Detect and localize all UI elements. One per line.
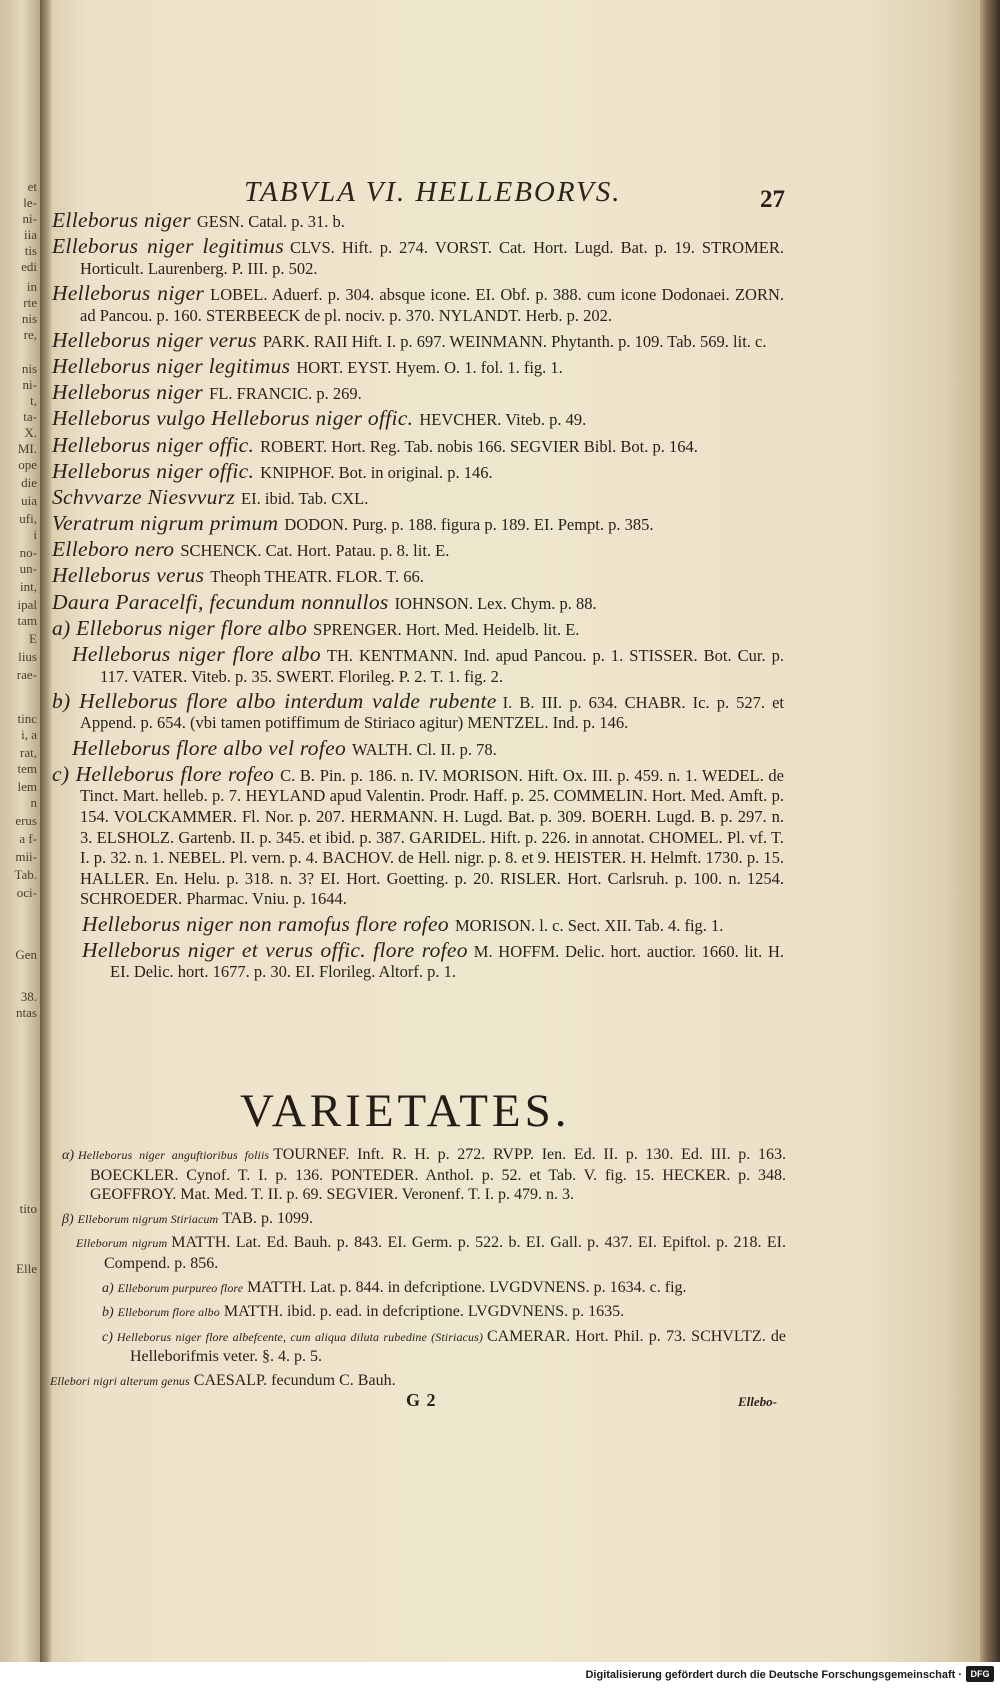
left-margin-fragment: tito xyxy=(19,1202,37,1216)
synonym-entry xyxy=(52,408,784,431)
left-margin-fragment: le- xyxy=(23,196,37,210)
catchword: Ellebo- xyxy=(738,1394,777,1409)
left-margin-fragment: tem xyxy=(17,762,37,776)
reference-text: MATTH. Lat. p. 844. in defcriptione. LVGDVNENS. p. 1634. c. fig. xyxy=(247,1278,687,1296)
plant-name: b) Helleborus flore albo interdum valde rubente xyxy=(52,688,497,713)
variety-marker: c) xyxy=(102,1329,113,1345)
plant-name: Elleborus niger legitimus xyxy=(52,234,285,259)
synonym-entry xyxy=(52,565,784,588)
synonym-entry xyxy=(82,911,784,937)
left-margin-fragment: i, a xyxy=(21,728,37,742)
left-margin-fragment: nis xyxy=(21,362,37,376)
plant-name: Helleborus niger flore albo xyxy=(72,642,321,666)
plant-name: a) Elleborus niger flore albo xyxy=(52,615,308,640)
reference-text: C. B. Pin. p. 186. n. IV. MORISON. Hift. Ox. III. p. 459. n. 1. WEDEL. de Tinct. Mart. helleb. p. 7. HEYLAND apud Valentin. Prodr. Haff. p. 25. COMMELIN. Hort. Med. Amft. p. 154. VOLCKAMMER. Fl. Nor. p. 207. HERMANN. H. Lugd. Bat. p. 309. BOERH. Lugd. B. p. 297. n. 3. ELSHOLZ. Gartenb. II. p. 345. et ibid. p. 387. GARIDEL. Hift. p. 226. in annotat. CHOMEL. Pl. vf. T. I. p. 32. n. 1. NEBEL. Pl. vern. p. 4. BACHOV. de Hell. nigr. p. 8. et 9. HEISTER. H. Helmft. 1730. p. 15. HALLER. En. Helu. p. 318. n. 3? EI. Hort. Goetting. p. 20. RISLER. Hort. Carlsruh. p. 100. n. 1254. SCHROEDER. Pharmac. Vniu. p. 1644. xyxy=(80,765,784,909)
variety-marker: a) xyxy=(102,1280,114,1296)
plant-name: Daura Paracelfi, fecundum nonnullos xyxy=(52,589,389,614)
left-margin-fragment: uia xyxy=(21,494,37,508)
reference-text: TAB. p. 1099. xyxy=(222,1209,313,1227)
varietates-list xyxy=(50,1145,786,1396)
left-margin-fragment: tis xyxy=(24,244,37,258)
reference-text: HORT. EYST. Hyem. O. 1. fol. 1. fig. 1. xyxy=(296,357,563,377)
reference-text: MATTH. ibid. p. ead. in defcriptione. LVGDVNENS. p. 1635. xyxy=(223,1303,625,1321)
left-margin-fragment: iia xyxy=(24,228,37,242)
variety-marker: b) xyxy=(102,1305,114,1321)
plant-name: Elleborus niger xyxy=(52,208,191,232)
page-number: 27 xyxy=(760,186,785,213)
reference-text: CAMERAR. Hort. Phil. p. 73. SCHVLTZ. de Helleborifmis veter. §. 4. p. 5. xyxy=(130,1327,786,1366)
reference-text: TOURNEF. Inft. R. H. p. 272. RVPP. Ien. Ed. II. p. 130. Ed. III. p. 163. BOECKLER. Cynof. T. I. p. 136. PONTEDER. Anthol. p. 52. et Tab. V. fig. 15. HECKER. p. 348. GEOFFROY. Mat. Med. T. II. p. 69. SEGVIER. Veronenf. T. I. p. 479. n. 3. xyxy=(90,1146,787,1204)
left-margin-fragment: X. xyxy=(24,426,37,440)
reference-text: HEVCHER. Viteb. p. 49. xyxy=(419,410,587,430)
synonym-entry xyxy=(52,761,784,910)
left-margin-fragment: Elle xyxy=(16,1262,37,1276)
reference-text: TH. KENTMANN. Ind. apud Pancou. p. 1. STISSER. Bot. Cur. p. 117. VATER. Viteb. p. 35. SWERT. Florileg. P. 2. T. 1. fig. 2. xyxy=(100,646,784,686)
reference-text: IOHNSON. Lex. Chym. p. 88. xyxy=(394,593,597,613)
left-margin-fragment: tinc xyxy=(17,712,37,726)
variety-name: Elleborum flore albo xyxy=(117,1305,220,1320)
left-margin-fragment: n xyxy=(30,796,37,810)
left-margin-fragment: ni- xyxy=(22,378,37,392)
plant-name: Helleborus niger offic. xyxy=(52,432,255,457)
left-margin-fragment: rae- xyxy=(16,668,37,682)
plant-name: Veratrum nigrum primum xyxy=(52,511,279,536)
left-margin-fragment: ope xyxy=(18,458,37,472)
plant-name: Elleboro nero xyxy=(52,537,175,562)
variety-entry xyxy=(50,1145,786,1205)
book-gutter xyxy=(40,0,52,1662)
left-margin-fragment: ufi, xyxy=(19,512,37,526)
left-margin-fragment: rte xyxy=(23,296,37,310)
left-margin-fragment: ntas xyxy=(16,1006,37,1020)
plant-name: Helleborus niger xyxy=(52,280,205,305)
plant-name: Helleborus niger legitimus xyxy=(52,353,291,378)
reference-text: LOBEL. Aduerf. p. 304. absque icone. EI. Obf. p. 388. cum icone Dodonaei. ZORN. ad Pancou. p. 160. STERBEECK de pl. nociv. p. 370. NYLANDT. Herb. p. 202. xyxy=(80,284,784,325)
plant-name: Helleborus flore albo vel rofeo xyxy=(72,735,347,760)
synonym-entry xyxy=(52,236,784,279)
reference-text: CLVS. Hift. p. 274. VORST. Cat. Hort. Lugd. Bat. p. 19. STROMER. Horticult. Laurenberg. P. III. p. 502. xyxy=(80,238,784,278)
left-margin-fragment: rat, xyxy=(20,746,37,760)
left-margin-fragment: i xyxy=(33,528,37,542)
reference-text: WALTH. Cl. II. p. 78. xyxy=(352,739,497,759)
reference-text: SPRENGER. Hort. Med. Heidelb. lit. E. xyxy=(313,619,580,639)
variety-entry xyxy=(64,1233,786,1273)
plant-name: Helleborus niger offic. xyxy=(52,458,255,483)
synonym-entry xyxy=(52,327,784,353)
page-header: TABVLA VI. HELLEBORVS. xyxy=(244,176,622,208)
plant-name: Helleborus verus xyxy=(52,563,205,588)
variety-name: Elleborum purpureo flore xyxy=(117,1280,244,1295)
variety-entry xyxy=(90,1302,786,1323)
left-margin-fragment: lius xyxy=(18,650,37,664)
synonym-entry xyxy=(52,615,784,641)
footer-bar xyxy=(0,1662,1000,1688)
left-margin-fragment: nis xyxy=(21,312,37,326)
left-margin-fragment: re, xyxy=(23,328,37,342)
variety-entry xyxy=(50,1209,786,1230)
reference-text: EI. ibid. Tab. CXL. xyxy=(241,488,369,508)
reference-text: MATTH. Lat. Ed. Bauh. p. 843. EI. Germ. p. 522. b. EI. Gall. p. 437. EI. Epiftol. p. 218. EI. Compend. p. 856. xyxy=(104,1234,786,1272)
plant-name: Helleborus niger verus xyxy=(52,327,257,352)
dfg-logo-icon: DFG xyxy=(966,1666,994,1682)
left-margin-fragment: ipal xyxy=(17,598,37,612)
footer-credit: Digitalisierung gefördert durch die Deutsche Forschungsgemeinschaft · xyxy=(585,1669,962,1681)
varietates-heading: VARIETATES. xyxy=(240,1085,571,1137)
variety-marker: β) xyxy=(62,1211,74,1227)
reference-text: GESN. Catal. p. 31. b. xyxy=(196,212,345,231)
variety-name: Elleborum nigrum xyxy=(76,1236,168,1251)
plant-name: Schvvarze Niesvvurz xyxy=(52,484,236,509)
reference-text: KNIPHOF. Bot. in original. p. 146. xyxy=(260,462,493,482)
reference-text: I. B. III. p. 634. CHABR. Ic. p. 527. et Append. p. 654. (vbi tamen potiffimum de Stiriaco agitur) MENTZEL. Ind. p. 146. xyxy=(80,692,785,733)
left-margin-fragment: edi xyxy=(21,260,37,274)
left-margin-fragment: oci- xyxy=(16,886,37,900)
left-margin-fragment: t, xyxy=(30,394,37,408)
left-margin-fragment: ta- xyxy=(23,410,37,424)
reference-text: FL. FRANCIC. p. 269. xyxy=(209,384,362,404)
plant-name: Helleborus niger non ramofus flore rofeo xyxy=(82,911,449,936)
synonym-entry xyxy=(52,513,784,536)
plant-name: Helleborus niger et verus offic. flore rofeo xyxy=(82,937,468,962)
plant-name: Helleborus niger xyxy=(52,380,204,405)
plant-name: c) Helleborus flore rofeo xyxy=(52,761,275,786)
synonym-entry xyxy=(72,644,784,687)
reference-text: M. HOFFM. Delic. hort. auctior. 1660. lit. H. EI. Delic. hort. 1677. p. 30. EI. Florileg. Altorf. p. 1. xyxy=(110,941,784,982)
synonym-entry xyxy=(52,432,784,458)
left-margin-fragment: no- xyxy=(19,546,37,560)
reference-text: Theoph THEATR. FLOR. T. 66. xyxy=(210,567,424,587)
page-edge xyxy=(980,0,1000,1662)
variety-entry xyxy=(50,1371,786,1392)
left-margin-fragment: Tab. xyxy=(14,868,37,882)
left-margin-fragment: in xyxy=(26,280,37,294)
reference-text: CAESALP. fecundum C. Bauh. xyxy=(193,1371,396,1389)
left-margin-fragment: int, xyxy=(20,580,37,594)
left-margin-fragment: erus xyxy=(15,814,37,828)
signature-mark: G 2 xyxy=(406,1390,437,1410)
left-margin-fragment: lem xyxy=(17,780,37,794)
reference-text: DODON. Purg. p. 188. figura p. 189. EI. Pempt. p. 385. xyxy=(284,515,654,535)
left-margin-fragment: Gen xyxy=(15,948,37,962)
synonym-entry xyxy=(52,458,784,484)
synonym-entry xyxy=(52,688,785,734)
synonym-list xyxy=(52,210,784,986)
synonym-entry xyxy=(72,735,784,761)
left-margin-fragment: MI. xyxy=(17,442,37,456)
reference-text: ROBERT. Hort. Reg. Tab. nobis 166. SEGVIER Bibl. Bot. p. 164. xyxy=(260,436,698,456)
left-margin-fragment: 38. xyxy=(20,990,37,1004)
left-margin-fragment: et xyxy=(27,180,37,194)
left-margin-fragment: E xyxy=(29,632,37,646)
synonym-entry xyxy=(52,382,784,405)
variety-name: Ellebori nigri alterum genus xyxy=(50,1373,190,1388)
variety-name: Elleborum nigrum Stiriacum xyxy=(77,1211,219,1226)
variety-name: Helleborus niger flore albefcente, cum aliqua diluta rubedine (Stiriacus) xyxy=(116,1329,483,1344)
variety-marker: α) xyxy=(62,1148,75,1163)
synonym-entry xyxy=(52,484,784,510)
synonym-entry xyxy=(52,280,784,326)
left-page-fragment xyxy=(0,0,40,1662)
left-margin-fragment: a f- xyxy=(19,832,37,846)
reference-text: SCHENCK. Cat. Hort. Patau. p. 8. lit. E. xyxy=(180,541,450,561)
variety-entry xyxy=(90,1278,786,1299)
variety-name: Helleborus niger anguftioribus foliis xyxy=(78,1148,270,1162)
left-margin-fragment: die xyxy=(21,476,37,490)
synonym-entry xyxy=(52,353,784,379)
synonym-entry xyxy=(82,937,784,983)
synonym-entry xyxy=(52,210,784,233)
reference-text: MORISON. l. c. Sect. XII. Tab. 4. fig. 1. xyxy=(454,915,724,935)
synonym-entry xyxy=(52,539,784,562)
reference-text: PARK. RAII Hift. I. p. 697. WEINMANN. Phytanth. p. 109. Tab. 569. lit. c. xyxy=(262,331,767,351)
synonym-entry xyxy=(52,589,784,615)
left-margin-fragment: mii- xyxy=(15,850,37,864)
plant-name: Helleborus vulgo Helleborus niger offic. xyxy=(52,406,414,431)
variety-entry xyxy=(90,1327,786,1367)
left-margin-fragment: tam xyxy=(17,614,37,628)
left-margin-fragment: un- xyxy=(19,562,37,576)
left-margin-fragment: ni- xyxy=(22,212,37,226)
